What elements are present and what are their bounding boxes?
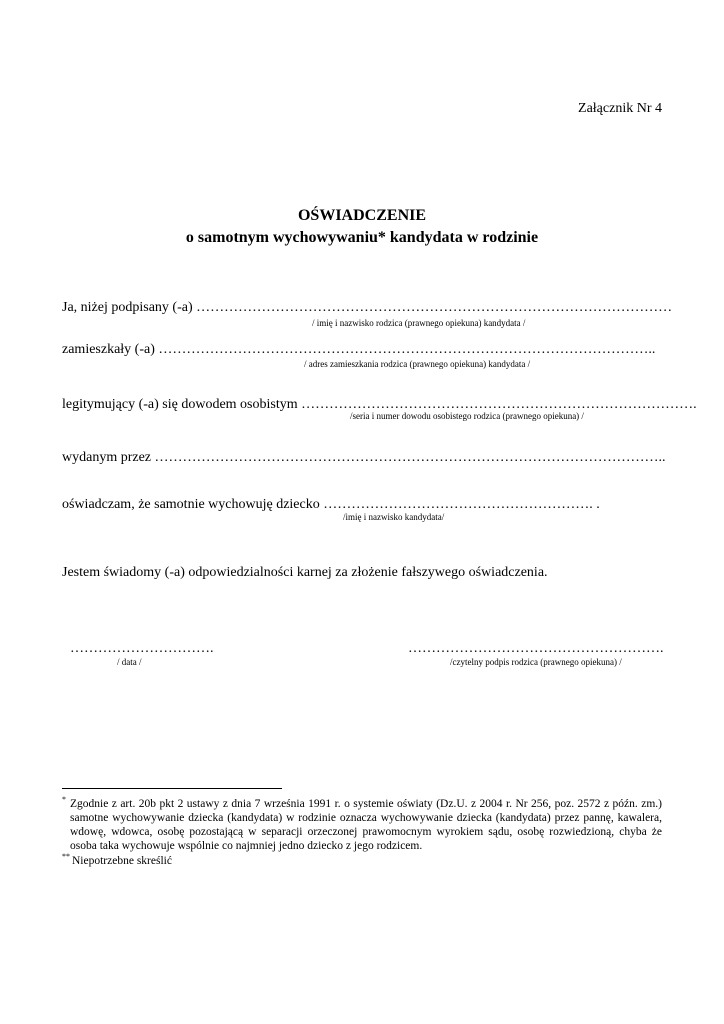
field-address-hint: / adres zamieszkania rodzica (prawnego opiekuna) kandydata / — [304, 359, 531, 369]
field-child-line: oświadczam, że samotnie wychowuję dziecko …………………………………………………. . — [62, 497, 600, 512]
document-title: OŚWIADCZENIE — [297, 207, 427, 224]
annex-label: Załącznik Nr 4 — [578, 101, 662, 116]
footnote-1 — [62, 797, 662, 853]
footnote-2-text: Niepotrzebne skreślić — [72, 855, 172, 867]
footnote-2 — [62, 854, 662, 868]
footnote-divider — [62, 788, 282, 789]
field-id-document-hint: /seria i numer dowodu osobistego rodzica (prawnego opiekuna) / — [350, 411, 584, 421]
document-subtitle: o samotnym wychowywaniu* kandydata w rodzinie — [185, 229, 539, 246]
field-name-hint: / imię i nazwisko rodzica (prawnego opiekuna) kandydata / — [312, 318, 526, 328]
awareness-statement: Jestem świadomy (-a) odpowiedzialności karnej za złożenie fałszywego oświadczenia. — [62, 565, 548, 580]
footnote-1-mark: * — [62, 795, 66, 804]
field-name-line: Ja, niżej podpisany (-a) ………………………………………………………………………………………… — [62, 300, 673, 315]
signature-hint: /czytelny podpis rodzica (prawnego opiekuna) / — [450, 657, 622, 667]
date-dots: …………………………. — [70, 641, 214, 656]
field-child-hint: /imię i nazwisko kandydata/ — [343, 512, 445, 522]
field-issued-by-line: wydanym przez ……………………………………………………………………………………………….. — [62, 450, 666, 465]
footnote-1-text: Zgodnie z art. 20b pkt 2 ustawy z dnia 7 września 1991 r. o systemie oświaty (Dz.U. z 2004 r. Nr 256, poz. 2572 z późn. zm.) samotne wychowywanie dziecka (kandydata) w rodzinie oznacza wychowywanie dziecka (kandydata) przez pannę, kawalera, wdowę, wdowca, osobę pozostającą w separacji orzeczonej prawomocnym wyrokiem sądu, osobę rozwiedzioną, chyba że osoba taka wychowuje wspólnie co najmniej jedno dziecko z jego rodzicem. — [70, 798, 662, 852]
footnote-2-mark: ** — [62, 852, 70, 861]
signature-dots: ………………………………………………. — [408, 641, 664, 656]
date-hint: / data / — [117, 657, 142, 667]
field-address-line: zamieszkały (-a) …………………………………………………………………………………………….. — [62, 342, 656, 357]
field-id-document-line: legitymujący (-a) się dowodem osobistym …………………………………………………………………………. — [62, 397, 697, 412]
